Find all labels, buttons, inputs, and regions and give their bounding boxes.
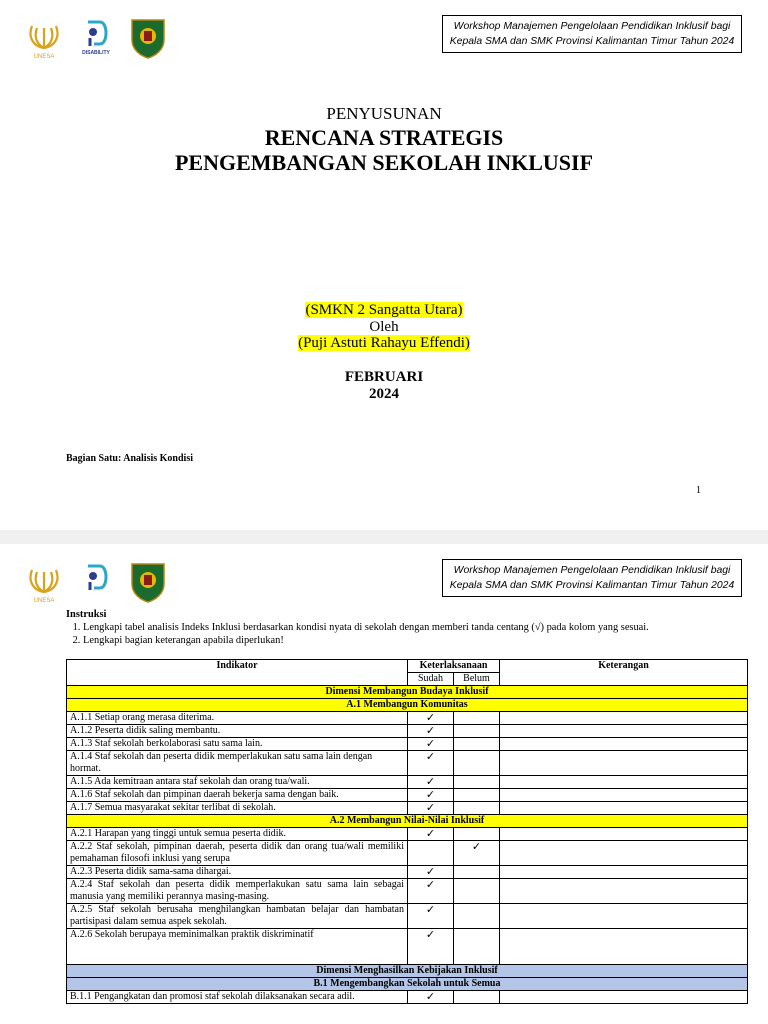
school-name-text: (SMKN 2 Sangatta Utara): [305, 302, 463, 318]
section-a2-header: A.2 Membangun Nilai-Nilai Inklusif: [67, 815, 748, 828]
keterangan-cell[interactable]: [500, 751, 748, 776]
indicator-text: A.2.6 Sekolah berupaya meminimalkan praktik diskriminatif: [67, 929, 408, 965]
sudah-cell[interactable]: [408, 712, 454, 725]
indicator-text: A.2.4 Staf sekolah dan peserta didik memperlakukan satu sama lain sebagai manusia yang memiliki perannya masing-masing.: [67, 879, 408, 904]
table-row: [67, 751, 748, 776]
page-number: 1: [696, 485, 701, 496]
workshop-header-box-2: [442, 559, 742, 597]
header-line-1: Workshop Manajemen Pengelolaan Pendidikan Inklusif bagi: [453, 565, 731, 576]
col-header-belum: Belum: [454, 673, 500, 686]
instructions: [66, 608, 649, 647]
indicator-text: A.1.7 Semua masyarakat sekitar terlibat di sekolah.: [67, 802, 408, 815]
col-header-indikator: Indikator: [67, 660, 408, 686]
sudah-cell[interactable]: [408, 929, 454, 965]
instruction-item: 1. Lengkapi tabel analisis Indeks Inklusi berdasarkan kondisi nyata di sekolah dengan memberi tanda centang (√) pada kolom yang sesuai.: [83, 621, 649, 634]
svg-text:DISABILITY: DISABILITY: [82, 50, 110, 56]
sudah-cell[interactable]: [408, 991, 454, 1004]
belum-cell[interactable]: [454, 802, 500, 815]
col-header-sudah: Sudah: [408, 673, 454, 686]
indicator-text: A.1.6 Staf sekolah dan pimpinan daerah bekerja sama dengan baik.: [67, 789, 408, 802]
belum-cell[interactable]: [454, 725, 500, 738]
table-row: [67, 929, 748, 965]
section-label: Bagian Satu: Analisis Kondisi: [66, 453, 193, 464]
checkmark-icon: ✓: [471, 840, 482, 853]
indicator-text: A.2.5 Staf sekolah berusaha menghilangkan hambatan belajar dan hambatan partisipasi dalam semua aspek sekolah.: [67, 904, 408, 929]
sudah-cell[interactable]: [408, 776, 454, 789]
checkmark-icon: ✓: [425, 878, 436, 891]
col-header-keterangan: Keterangan: [500, 660, 748, 686]
belum-cell[interactable]: [454, 751, 500, 776]
keterangan-cell[interactable]: [500, 802, 748, 815]
keterangan-cell[interactable]: [500, 929, 748, 965]
disability-logo-icon: [74, 16, 118, 60]
checkmark-icon: ✓: [425, 827, 436, 840]
cover-pre-title: PENYUSUNAN: [326, 104, 442, 123]
cover-title-line-1: RENCANA STRATEGIS: [264, 125, 504, 150]
sudah-cell[interactable]: [408, 841, 454, 866]
cover-year: 2024: [369, 386, 399, 402]
cover-month: FEBRUARI: [344, 369, 424, 385]
belum-cell[interactable]: [454, 738, 500, 751]
school-name: [0, 302, 768, 319]
checkmark-icon: ✓: [425, 788, 436, 801]
section-a1-header: A.1 Membangun Komunitas: [67, 699, 748, 712]
checkmark-icon: ✓: [425, 737, 436, 750]
sudah-cell[interactable]: [408, 802, 454, 815]
keterangan-cell[interactable]: [500, 828, 748, 841]
indicator-text: A.2.2 Staf sekolah, pimpinan daerah, peserta didik dan orang tua/wali memiliki pemahaman filosofi inklusi yang serupa: [67, 841, 408, 866]
instruction-item: 2. Lengkapi bagian keterangan apabila diperlukan!: [83, 634, 649, 647]
unesa-logo-icon: [22, 16, 66, 60]
checkmark-icon: ✓: [425, 801, 436, 814]
keterangan-cell[interactable]: [500, 712, 748, 725]
belum-cell[interactable]: [454, 841, 500, 866]
col-header-keterlaksanaan: Keterlaksanaan: [408, 660, 500, 673]
table-row: [67, 991, 748, 1004]
belum-cell[interactable]: [454, 828, 500, 841]
header-line-2: Kepala SMA dan SMK Provinsi Kalimantan Timur Tahun 2024: [449, 36, 735, 47]
belum-cell[interactable]: [454, 789, 500, 802]
indicator-text: A.2.3 Peserta didik sama-sama dihargai.: [67, 866, 408, 879]
sudah-cell[interactable]: [408, 879, 454, 904]
belum-cell[interactable]: [454, 776, 500, 789]
workshop-header-box: [442, 15, 742, 53]
keterangan-cell[interactable]: [500, 866, 748, 879]
keterangan-cell[interactable]: [500, 841, 748, 866]
indicator-text: B.1.1 Pengangkatan dan promosi staf sekolah dilaksanakan secara adil.: [67, 991, 408, 1004]
indicator-text: A.1.3 Staf sekolah berkolaborasi satu sama lain.: [67, 738, 408, 751]
cover-title-line-2: PENGEMBANGAN SEKOLAH INKLUSIF: [174, 150, 594, 175]
header-line-1: Workshop Manajemen Pengelolaan Pendidikan Inklusif bagi: [453, 21, 731, 32]
sudah-cell[interactable]: [408, 789, 454, 802]
table-row: [67, 789, 748, 802]
checkmark-icon: ✓: [425, 711, 436, 724]
sudah-cell[interactable]: [408, 904, 454, 929]
checkmark-icon: ✓: [425, 928, 436, 941]
header-line-2: Kepala SMA dan SMK Provinsi Kalimantan Timur Tahun 2024: [449, 580, 735, 591]
section-b1-header: B.1 Mengembangkan Sekolah untuk Semua: [67, 978, 748, 991]
author-name-text: (Puji Astuti Rahayu Effendi): [298, 335, 470, 351]
belum-cell[interactable]: [454, 904, 500, 929]
province-emblem-icon: [126, 16, 170, 60]
table-row: [67, 866, 748, 879]
province-emblem-icon: [126, 560, 170, 604]
table-row: [67, 738, 748, 751]
logo-group-2: [22, 560, 170, 604]
disability-logo-icon: [74, 560, 118, 604]
indicator-text: A.1.5 Ada kemitraan antara staf sekolah dan orang tua/wali.: [67, 776, 408, 789]
table-row: [67, 725, 748, 738]
indicator-text: A.1.4 Staf sekolah dan peserta didik memperlakukan satu sama lain dengan hormat.: [67, 751, 408, 776]
instructions-title: Instruksi: [66, 609, 107, 620]
unesa-logo-icon: [22, 560, 66, 604]
indicator-text: A.1.1 Setiap orang merasa diterima.: [67, 712, 408, 725]
table-row: [67, 712, 748, 725]
table-row: [67, 904, 748, 929]
table-row: [67, 776, 748, 789]
dimension-b-header: Dimensi Menghasilkan Kebijakan Inklusif: [67, 965, 748, 978]
belum-cell[interactable]: [454, 929, 500, 965]
keterangan-cell[interactable]: [500, 776, 748, 789]
sudah-cell[interactable]: [408, 866, 454, 879]
svg-text:UNESA: UNESA: [33, 54, 55, 60]
svg-text:UNESA: UNESA: [33, 598, 55, 604]
keterangan-cell[interactable]: [500, 738, 748, 751]
keterangan-cell[interactable]: [500, 725, 748, 738]
indicator-text: A.2.1 Harapan yang tinggi untuk semua peserta didik.: [67, 828, 408, 841]
keterangan-cell[interactable]: [500, 879, 748, 904]
table-row: [67, 828, 748, 841]
indicator-text: A.1.2 Peserta didik saling membantu.: [67, 725, 408, 738]
table-row: [67, 841, 748, 866]
keterangan-cell[interactable]: [500, 991, 748, 1004]
checkmark-icon: ✓: [425, 724, 436, 737]
dimension-a-header: Dimensi Membangun Budaya Inklusif: [67, 686, 748, 699]
sudah-cell[interactable]: [408, 738, 454, 751]
keterangan-cell[interactable]: [500, 904, 748, 929]
author-name: [0, 335, 768, 352]
belum-cell[interactable]: [454, 712, 500, 725]
checkmark-icon: ✓: [425, 903, 436, 916]
inclusion-index-table: [66, 659, 748, 1004]
checkmark-icon: ✓: [425, 990, 436, 1003]
table-row: [67, 802, 748, 815]
by-label: Oleh: [369, 319, 399, 335]
belum-cell[interactable]: [454, 866, 500, 879]
sudah-cell[interactable]: [408, 725, 454, 738]
checkmark-icon: ✓: [425, 775, 436, 788]
keterangan-cell[interactable]: [500, 789, 748, 802]
logo-group: [22, 16, 170, 60]
sudah-cell[interactable]: [408, 828, 454, 841]
checkmark-icon: ✓: [425, 865, 436, 878]
belum-cell[interactable]: [454, 879, 500, 904]
sudah-cell[interactable]: [408, 751, 454, 776]
table-row: [67, 879, 748, 904]
belum-cell[interactable]: [454, 991, 500, 1004]
checkmark-icon: ✓: [425, 750, 436, 763]
